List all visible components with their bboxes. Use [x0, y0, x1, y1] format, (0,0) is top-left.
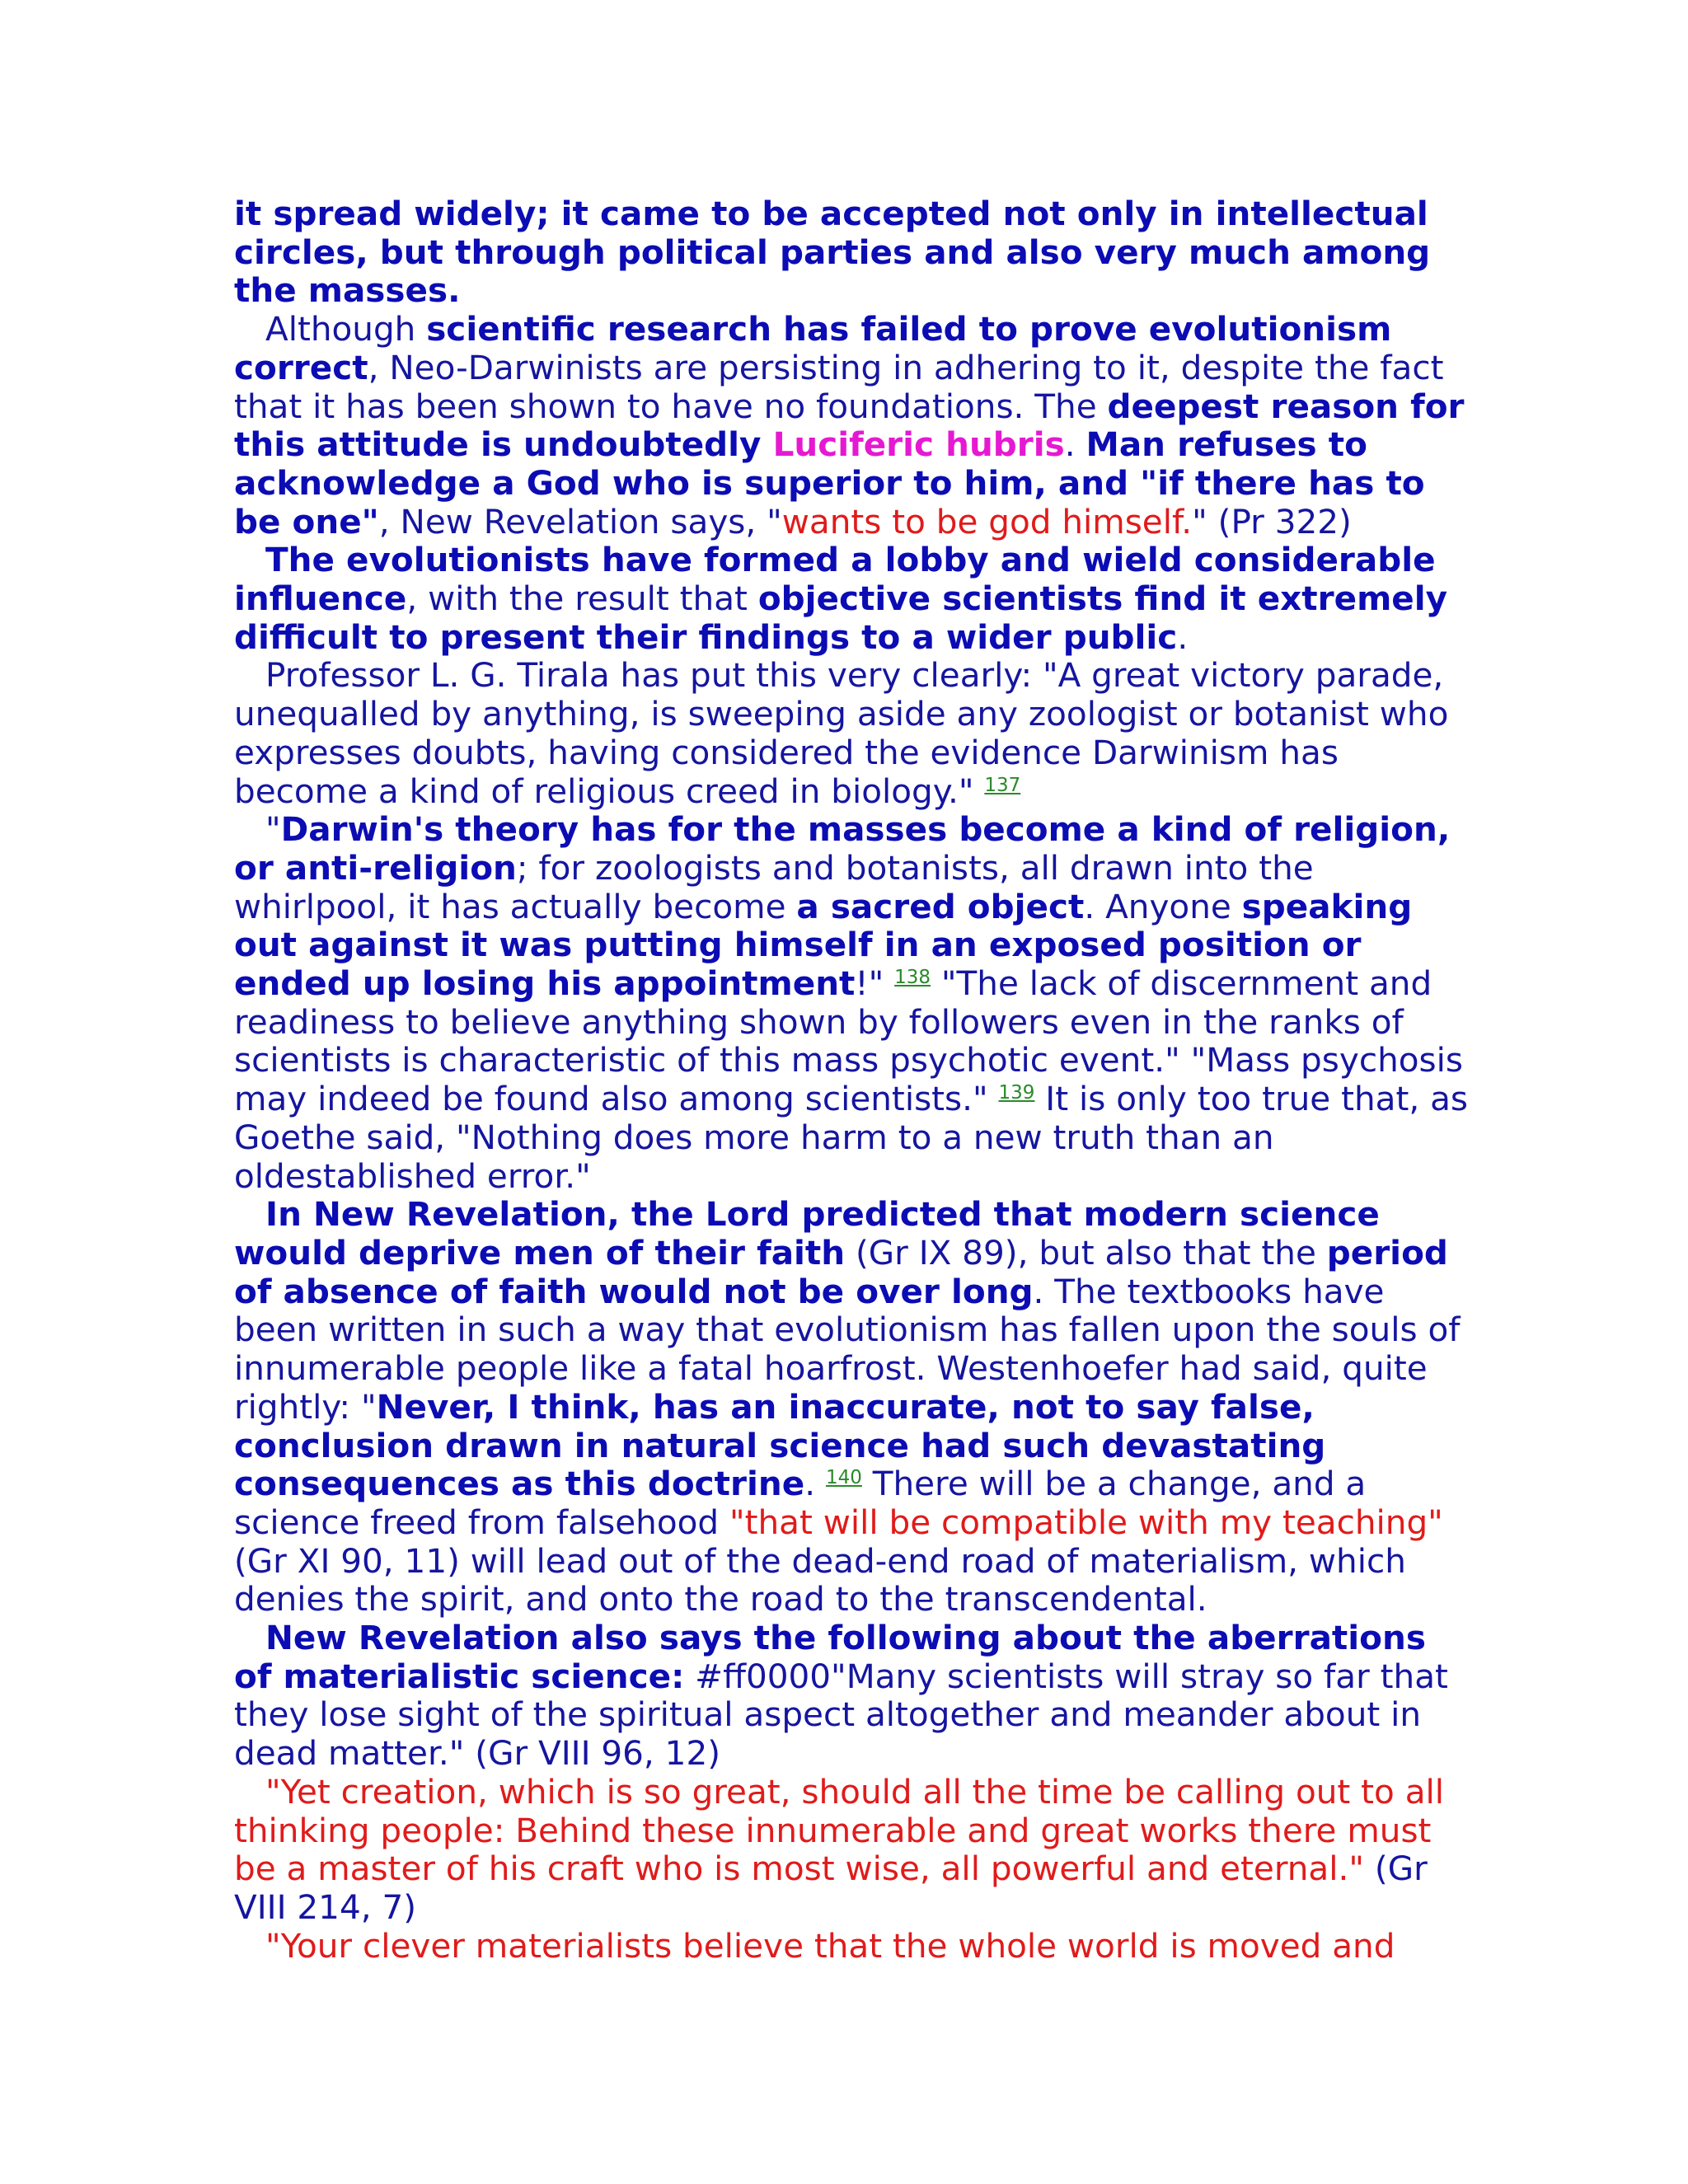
- text-run: ; for zoologists and botanists, all drawn into the whirlpool, it has actually become: [234, 847, 1314, 926]
- text-run: . Anyone: [1084, 886, 1242, 926]
- text-run: .: [1064, 424, 1086, 465]
- footnote-link-137[interactable]: 137: [984, 774, 1021, 796]
- text-run: In New Revelation, the Lord predicted that modern science would deprive men of their faith: [234, 1194, 1380, 1272]
- text-run: speaking out against it was putting himself in an exposed position or ended up losing his appointment: [234, 886, 1413, 1004]
- text-run: (Gr VIII 214, 7): [234, 1849, 1428, 1927]
- text-run: Man refuses to acknowledge a God who is superior to him, and "if there has to be one": [234, 424, 1425, 541]
- text-run: deepest reason for this attitude is undoubtedly: [234, 386, 1465, 465]
- text-run: period of absence of faith would not be over long: [234, 1232, 1448, 1311]
- text-run: The evolutionists have formed a lobby and wield considerable influence: [234, 540, 1436, 619]
- text-run: , New Revelation says, ": [378, 501, 782, 541]
- text-run: . The textbooks have been written in such a way that evolutionism has fallen upon the souls of innumerable people like a fatal hoarfrost. Westenhoefer had said, quite rightly: ": [234, 1271, 1461, 1427]
- text-run: .: [1177, 616, 1189, 657]
- text-run: objective scientists find it extremely difficult to present their findings to a wider public: [234, 579, 1448, 657]
- footnote-link-138[interactable]: 138: [894, 967, 931, 989]
- paragraph-2: [234, 310, 1470, 541]
- text-run: There will be a change, and a science freed from falsehood: [234, 1464, 1367, 1542]
- text-run: Darwin's theory has for the masses become a kind of religion, or anti-religion: [234, 809, 1451, 888]
- text-run: New Revelation also says the following about the aberrations of materialistic science:: [234, 1618, 1426, 1696]
- footnote-link-139[interactable]: 139: [998, 1082, 1035, 1104]
- text-run: a sacred object: [796, 886, 1085, 926]
- text-run: (Gr XI 90, 11) will lead out of the dead-end road of materialism, which denies the spirit, and onto the road to the transcendental.: [234, 1540, 1406, 1619]
- paragraph-1: [234, 194, 1470, 310]
- paragraph-9: [234, 1927, 1470, 1966]
- paragraph-6: [234, 1195, 1470, 1619]
- text-run: .: [804, 1464, 826, 1504]
- text-run: Professor L. G. Tirala has put this very clearly: "A great victory parade, unequalled by anything, is sweeping aside any zoologist or botanist who expresses doubts, having considered the evidence Darwinism has become a kind of religious creed in biology.": [234, 655, 1449, 811]
- text-run: Although: [265, 309, 427, 349]
- document-page: [234, 194, 1470, 1965]
- text-run: It is only too true that, as Goethe said, "Nothing does more harm to a new truth than an oldestablished error.": [234, 1079, 1468, 1196]
- paragraph-8: [234, 1773, 1470, 1927]
- footnote-link-140[interactable]: 140: [825, 1467, 862, 1489]
- quote-text: wants to be god himself.: [781, 501, 1193, 541]
- quote-text: "that will be compatible with my teaching": [729, 1502, 1443, 1542]
- text-run: !": [855, 963, 895, 1004]
- text-run: scientific research has failed to prove evolutionism correct: [234, 309, 1392, 387]
- text-run: #ff0000"Many scientists will stray so far that they lose sight of the spiritual aspect altogether and meander about in dead matter." (Gr VIII 96, 12): [234, 1656, 1448, 1774]
- text-run: "The lack of discernment and readiness to believe anything shown by followers even in the ranks of scientists is characteristic of this mass psychotic event." "Mass psychosis may indeed be found also among scientists.": [234, 963, 1464, 1119]
- text-run: it spread widely; it came to be accepted not only in intellectual circles, but through political parties and also very much among the masses.: [234, 194, 1431, 311]
- highlighted-phrase: Luciferic hubris: [772, 424, 1065, 465]
- text-run: (Gr IX 89), but also that the: [845, 1232, 1327, 1272]
- text-run: , with the result that: [406, 579, 758, 619]
- text-run: " (Pr 322): [1192, 501, 1352, 541]
- text-run: , Neo-Darwinists are persisting in adhering to it, despite the fact that it has been shown to have no foundations. The: [234, 347, 1444, 426]
- paragraph-3: [234, 541, 1470, 656]
- quote-text: "Your clever materialists believe that the whole world is moved and: [265, 1925, 1395, 1966]
- paragraph-7: [234, 1619, 1470, 1773]
- paragraph-5: [234, 810, 1470, 1195]
- paragraph-4: [234, 656, 1470, 810]
- text-run: ": [265, 809, 281, 850]
- text-run: Never, I think, has an inaccurate, not to say false, conclusion drawn in natural science had such devastating consequences as this doctrine: [234, 1386, 1326, 1504]
- quote-text: "Yet creation, which is so great, should all the time be calling out to all thinking people: Behind these innumerable and great works there must be a master of his craft who is most wise, all powerful and eternal.": [234, 1771, 1445, 1889]
